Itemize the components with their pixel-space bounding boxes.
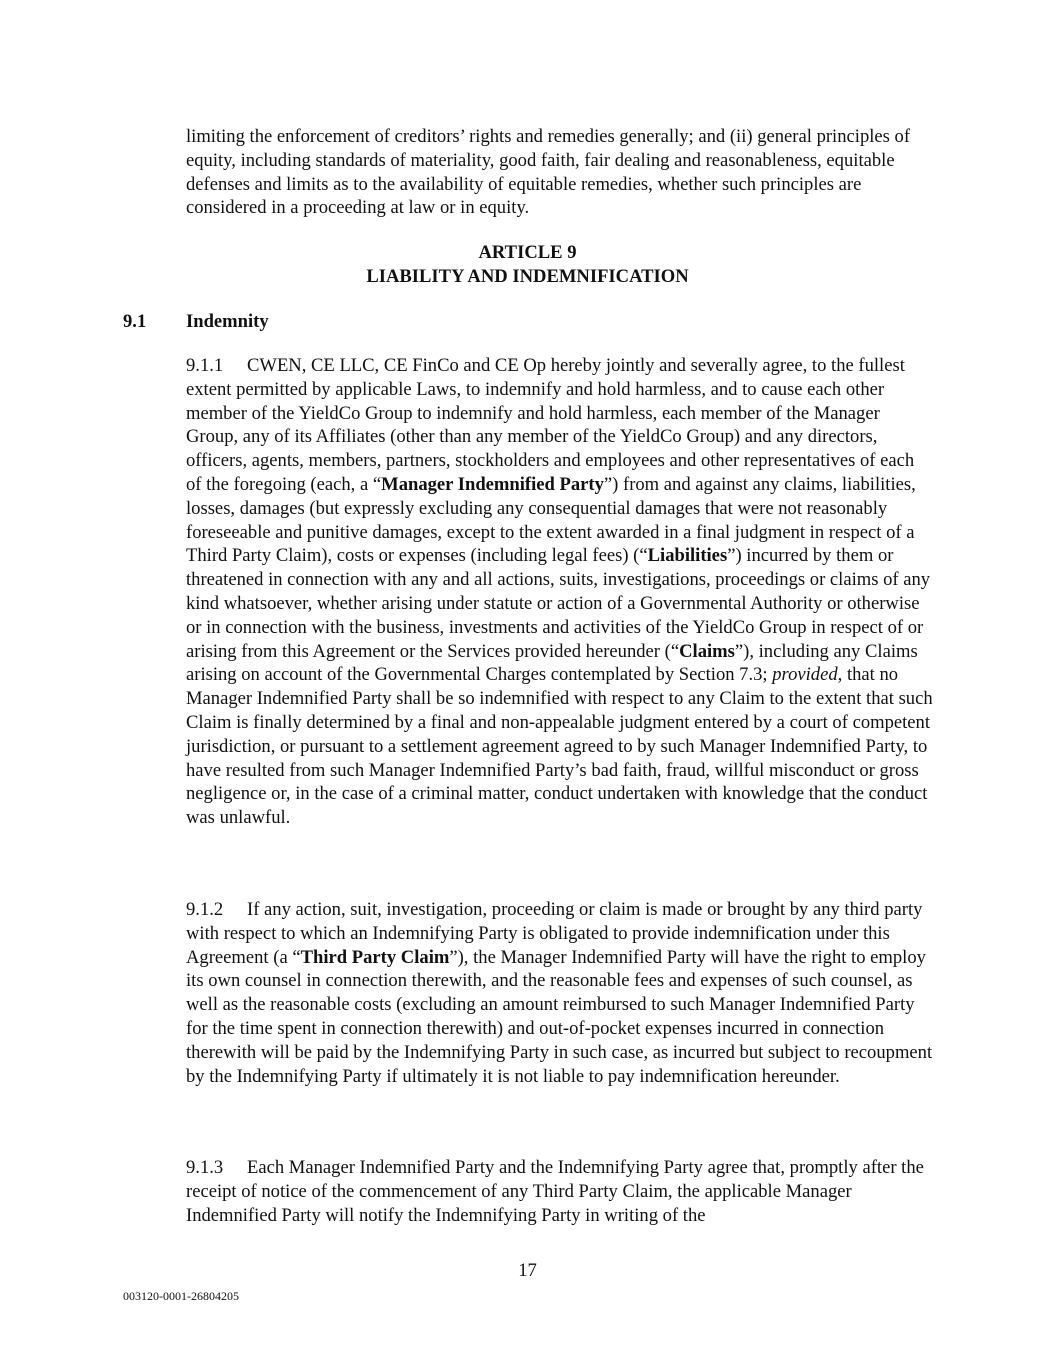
clause-text: ”), including any Claims arising on account of the Governmental Charges contemplated by Section 7.3; bbox=[186, 640, 918, 686]
clause-9-1-1 bbox=[186, 354, 934, 830]
continuation-paragraph bbox=[186, 125, 934, 220]
defined-term: Third Party Claim bbox=[300, 946, 450, 968]
clause-9-1-3 bbox=[186, 1156, 934, 1227]
article-heading bbox=[0, 241, 1055, 289]
defined-term: Manager Indemnified Party bbox=[381, 473, 604, 495]
article-number: ARTICLE 9 bbox=[478, 242, 577, 263]
section-number: 9.1 bbox=[123, 311, 147, 332]
article-title: LIABILITY AND INDEMNIFICATION bbox=[366, 266, 689, 287]
section-title: Indemnity bbox=[186, 311, 269, 332]
page-number: 17 bbox=[518, 1260, 537, 1281]
clause-number: 9.1.3 bbox=[186, 1157, 224, 1178]
proviso-term: provided bbox=[772, 664, 838, 686]
section-heading bbox=[123, 310, 269, 334]
clause-text: Each Manager Indemnified Party and the Indemnifying Party agree that, promptly after the receipt of notice of the commencement of any Third Party Claim, the applicable Manager Indemnified Party will notify the Indemnifying Party in writing of the bbox=[186, 1157, 924, 1226]
clause-text: CWEN, CE LLC, CE FinCo and CE Op hereby jointly and severally agree, to the fullest extent permitted by applicable Laws, to indemnify and hold harmless, and to cause each other member of the YieldCo Group to indemnify and hold harmless, each member of the Manager Group, any of its Affiliates (other than any member of the YieldCo Group) and any directors, officers, agents, members, partners, stockholders and employees and other representatives of each of the foregoing (each, a “ bbox=[186, 355, 915, 495]
clause-9-1-2 bbox=[186, 898, 934, 1088]
document-id: 003120-0001-26804205 bbox=[123, 1289, 239, 1303]
clause-text: ”) from and against any claims, liabilities, losses, damages (but expressly excluding any consequential damages that were not reasonably foreseeable and punitive damages, except to the extent awarded in a final judgment in respect of a Third Party Claim), costs or expenses (including legal fees) (“ bbox=[186, 473, 916, 567]
clause-text: If any action, suit, investigation, proceeding or claim is made or brought by any third party with respect to which an Indemnifying Party is obligated to provide indemnification under this Agreement (a “ bbox=[186, 899, 923, 968]
defined-term: Liabilities bbox=[647, 545, 728, 567]
clause-text: ”) incurred by them or threatened in connection with any and all actions, suits, investigations, proceedings or claims of any kind whatsoever, whether arising under statute or action of a Governmental Authority or otherwise or in connection with the business, investments and activities of the YieldCo Group in respect of or arising from this Agreement or the Services provided hereunder (“ bbox=[186, 545, 931, 662]
clause-text: ”), the Manager Indemnified Party will have the right to employ its own counsel in connection therewith, and the reasonable fees and expenses of such counsel, as well as the reasonable costs (excluding an amount reimbursed to such Manager Indemnified Party for the time spent in connection therewith) and out-of-pocket expenses incurred in connection therewith will be paid by the Indemnifying Party in such case, as incurred but subject to recoupment by the Indemnifying Party if ultimately it is not liable to pay indemnification hereunder. bbox=[186, 946, 933, 1087]
defined-term: Claims bbox=[679, 640, 735, 662]
clause-number: 9.1.1 bbox=[186, 355, 224, 376]
clause-text: , that no Manager Indemnified Party shall be so indemnified with respect to any Claim to the extent that such Claim is finally determined by a final and non-appealable judgment entered by a court of competent jurisdiction, or pursuant to a settlement agreement agreed to by such Manager Indemnified Party, to have resulted from such Manager Indemnified Party’s bad faith, fraud, willful misconduct or gross negligence or, in the case of a criminal matter, conduct undertaken with knowledge that the conduct was unlawful. bbox=[186, 664, 933, 829]
clause-number: 9.1.2 bbox=[186, 899, 224, 920]
continuation-text: limiting the enforcement of creditors’ rights and remedies generally; and (ii) general principles of equity, including standards of materiality, good faith, fair dealing and reasonableness, equitable defenses and limits as to the availability of equitable remedies, whether such principles are considered in a proceeding at law or in equity. bbox=[186, 126, 911, 219]
